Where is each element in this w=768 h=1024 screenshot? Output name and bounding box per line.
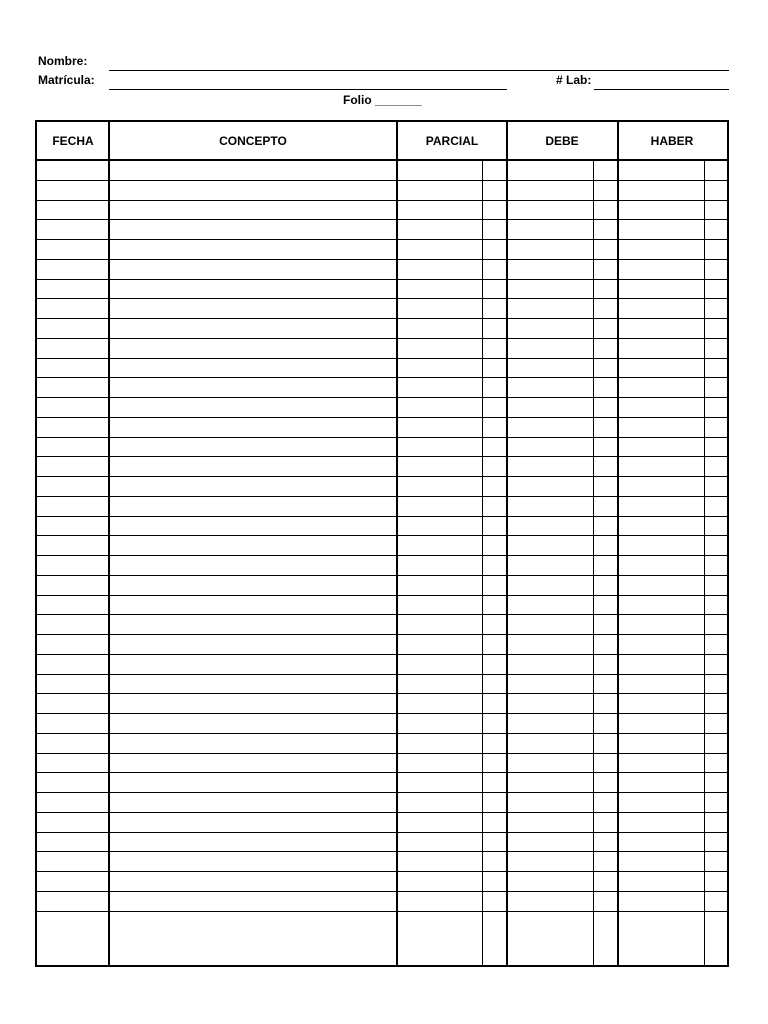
table-row-line (37, 753, 727, 754)
table-row-line (37, 397, 727, 398)
column-divider (396, 122, 398, 965)
table-row-line (37, 318, 727, 319)
table-row-line (37, 496, 727, 497)
table-row-line (37, 634, 727, 635)
table-row-line (37, 595, 727, 596)
cents-divider (482, 160, 483, 965)
matricula-field[interactable] (109, 89, 507, 90)
column-header-debe: DEBE (545, 133, 579, 148)
column-header-haber: HABER (650, 133, 694, 148)
table-row-line (37, 456, 727, 457)
table-row-line (37, 891, 727, 892)
table-row-line (37, 772, 727, 773)
cents-divider (704, 160, 705, 965)
table-row-line (37, 200, 727, 201)
lab-field[interactable] (594, 89, 729, 90)
column-header-fecha: FECHA (52, 133, 94, 148)
table-row-line (37, 219, 727, 220)
nombre-field[interactable] (109, 70, 729, 71)
table-row-line (37, 733, 727, 734)
lab-label: # Lab: (556, 73, 592, 87)
table-row-line (37, 358, 727, 359)
table-row-line (37, 555, 727, 556)
matricula-label: Matrícula: (38, 73, 95, 87)
table-row-line (37, 911, 727, 912)
table-row-line (37, 693, 727, 694)
column-header-concepto: CONCEPTO (219, 133, 287, 148)
header-separator (37, 159, 727, 161)
table-row-line (37, 792, 727, 793)
column-header-parcial: PARCIAL (425, 133, 479, 148)
table-row-line (37, 180, 727, 181)
table-row-line (37, 832, 727, 833)
table-row-line (37, 437, 727, 438)
table-row-line (37, 654, 727, 655)
table-row-line (37, 713, 727, 714)
table-row-line (37, 812, 727, 813)
table-row-line (37, 338, 727, 339)
cents-divider (593, 160, 594, 965)
table-row-line (37, 871, 727, 872)
table-row-line (37, 614, 727, 615)
table-row-line (37, 535, 727, 536)
table-row-line (37, 417, 727, 418)
table-row-line (37, 377, 727, 378)
table-row-line (37, 851, 727, 852)
column-divider (506, 122, 508, 965)
table-row-line (37, 279, 727, 280)
column-divider (617, 122, 619, 965)
table-row-line (37, 476, 727, 477)
table-row-line (37, 674, 727, 675)
ledger-table (35, 120, 729, 967)
column-divider (108, 122, 110, 965)
folio-label: Folio _______ (343, 93, 422, 107)
table-row-line (37, 298, 727, 299)
nombre-label: Nombre: (38, 54, 88, 68)
table-row-line (37, 516, 727, 517)
table-row-line (37, 259, 727, 260)
table-row-line (37, 239, 727, 240)
table-row-line (37, 575, 727, 576)
